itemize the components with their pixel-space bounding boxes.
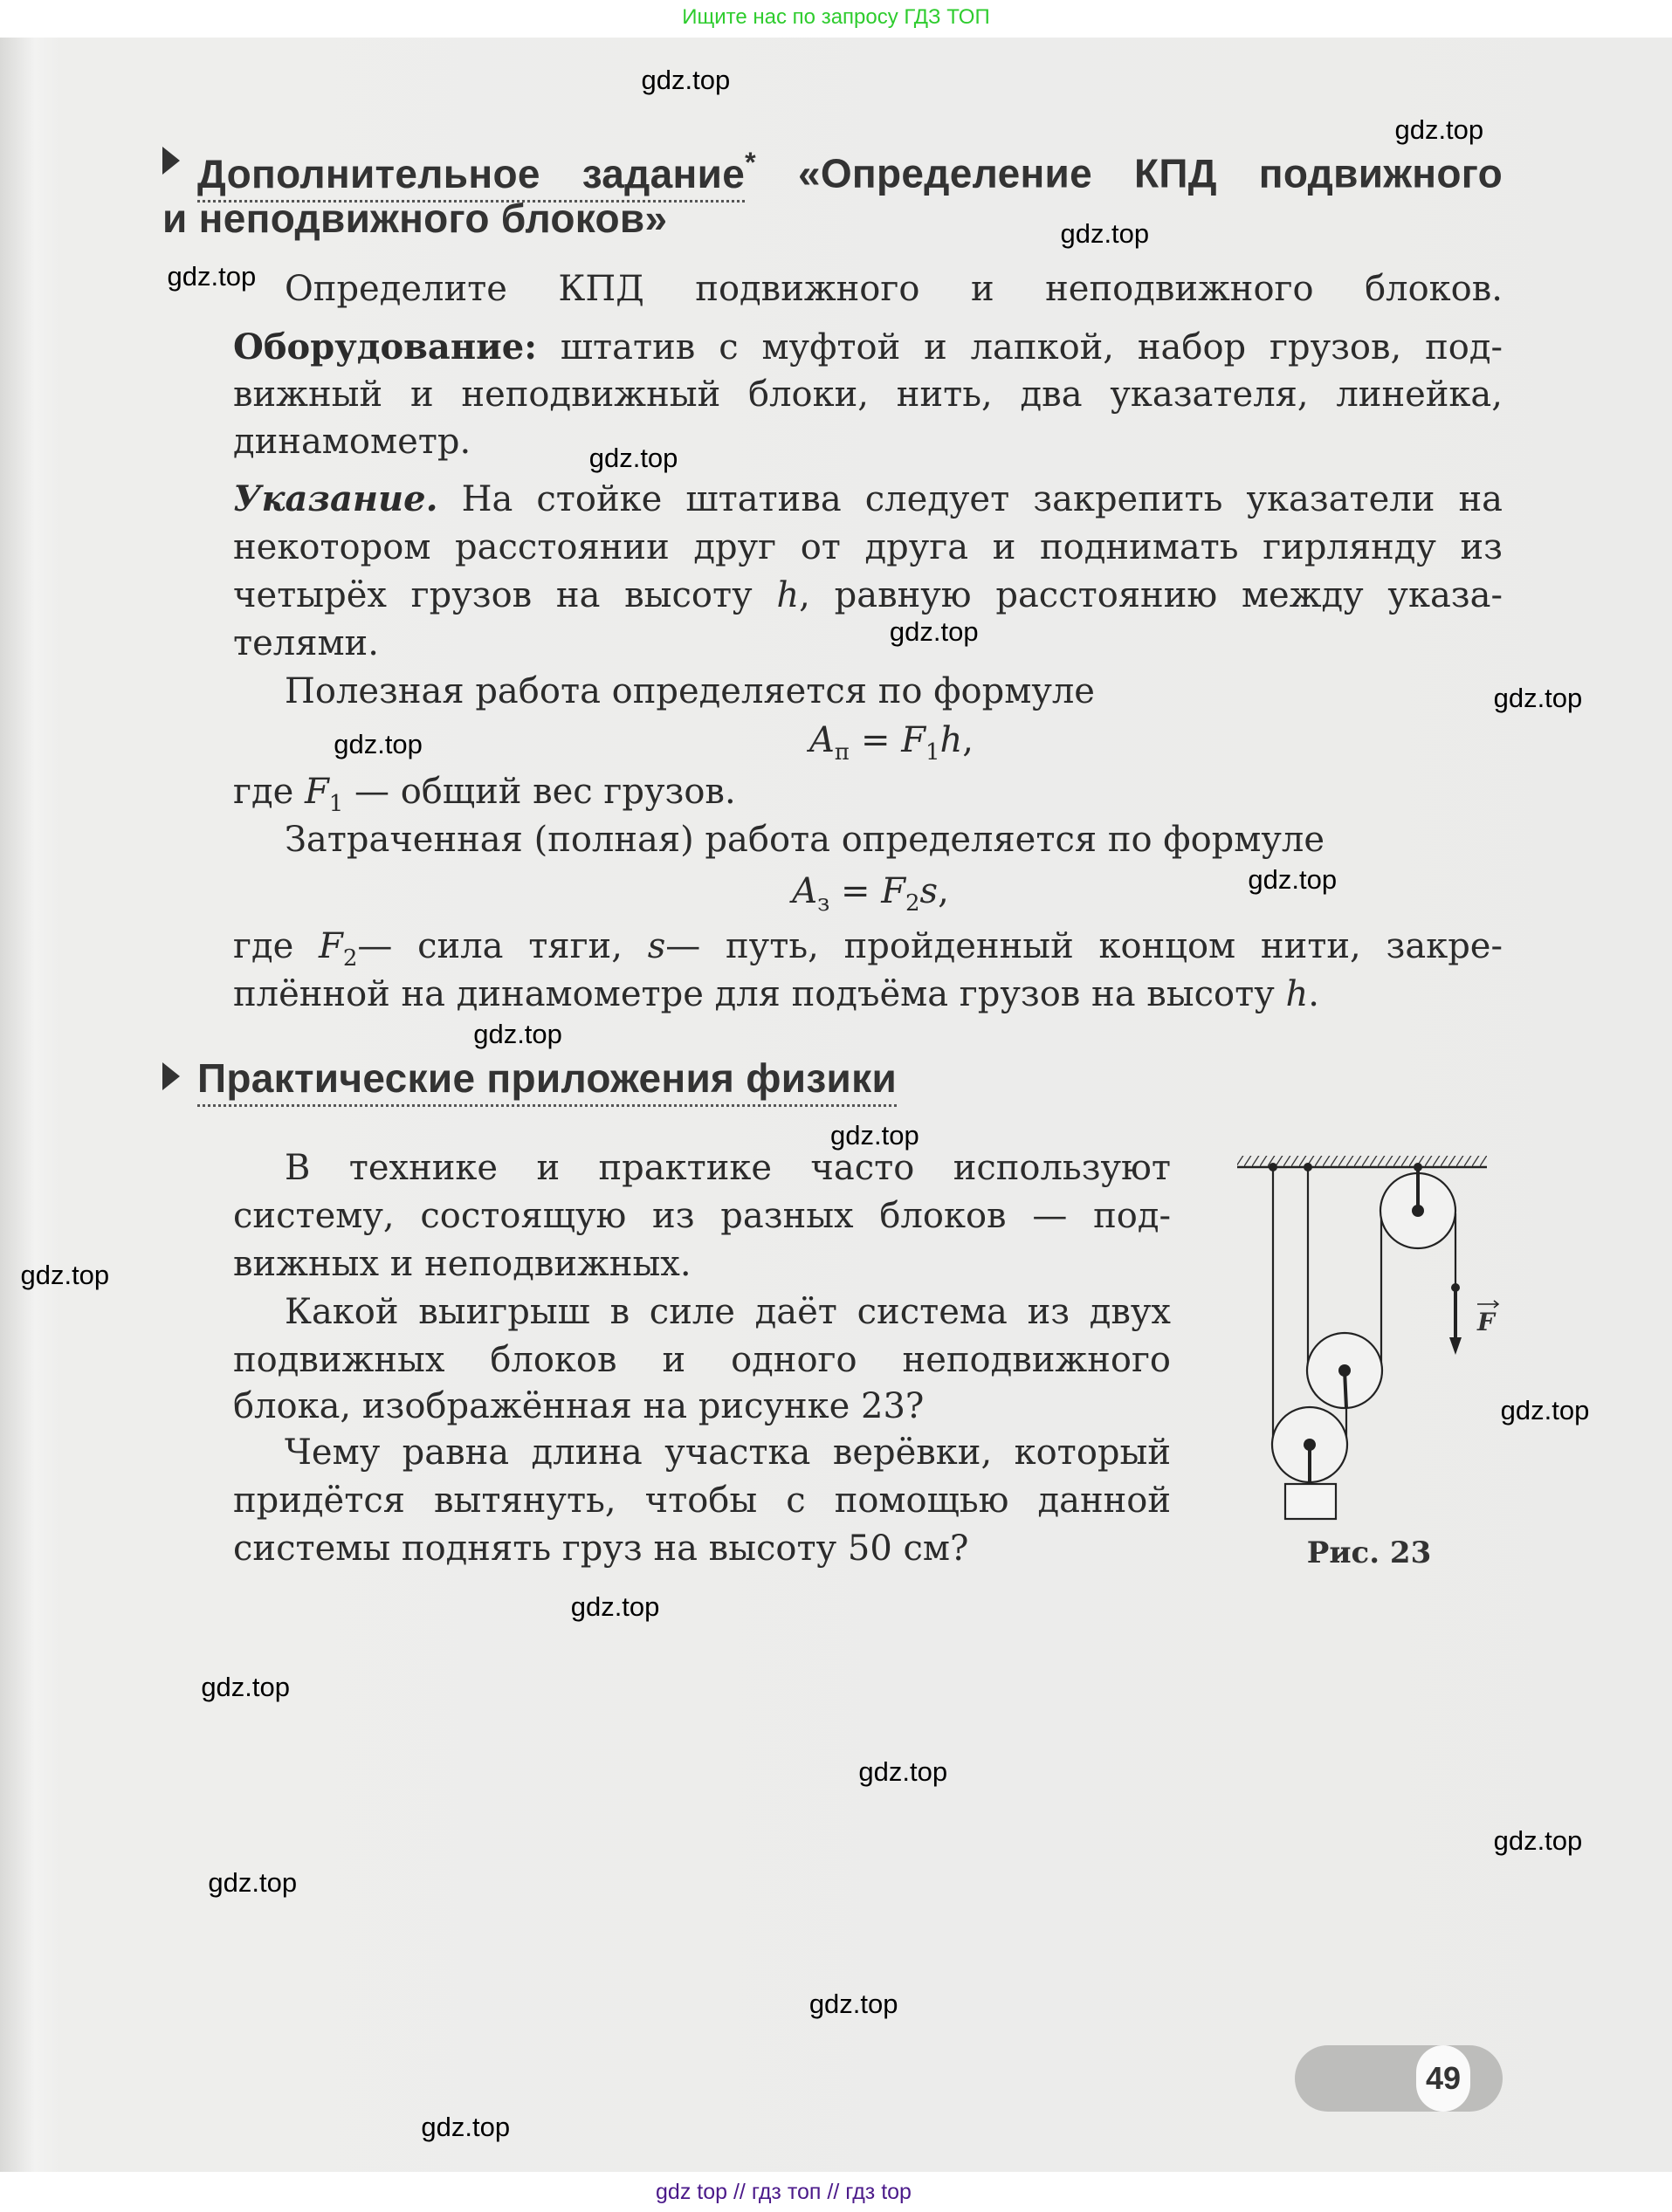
- body-line: [233, 420, 471, 464]
- watermark-text: gdz.top: [1493, 1824, 1583, 1856]
- text-segment: где: [233, 926, 320, 966]
- text-segment: Полезная работа определяется по формуле: [285, 671, 1095, 711]
- watermark-text: gdz.top: [889, 615, 979, 647]
- text-segment: — общий вес грузов.: [343, 772, 736, 812]
- text-segment: некотором расстоянии друг от друга и поднимать гирлянду из: [233, 527, 1503, 567]
- text-segment: вижный и неподвижный блоки, нить, два указателя, линейка,: [233, 374, 1503, 415]
- section-marker-icon: [162, 147, 180, 175]
- text-segment: Затраченная (полная) работа определяется по формуле: [285, 820, 1325, 860]
- heading1-line: [197, 141, 1503, 196]
- text-segment: п: [834, 739, 850, 766]
- text-segment: Определите КПД подвижного и неподвижного блоков.: [285, 269, 1503, 309]
- watermark-text: gdz.top: [208, 1867, 298, 1899]
- body-line: [285, 818, 1325, 862]
- watermark-text: gdz.top: [421, 2111, 511, 2142]
- watermark-text: gdz.top: [167, 260, 257, 292]
- body2-line: [233, 1242, 692, 1286]
- text-segment: придётся вытянуть, чтобы с помощью данной: [233, 1480, 1171, 1521]
- text-segment: =: [850, 720, 902, 760]
- text-segment: F: [304, 772, 329, 812]
- watermark-text: gdz.top: [473, 1018, 562, 1049]
- body-line: [233, 326, 1503, 369]
- text-segment: ,: [962, 720, 974, 760]
- text-segment: s: [647, 926, 666, 966]
- watermark-text: gdz.top: [641, 65, 731, 96]
- watermark-text: gdz.top: [334, 729, 423, 760]
- text-segment: В технике и практике часто используют: [285, 1148, 1171, 1188]
- body-line: [285, 670, 1095, 713]
- text-segment: F: [901, 720, 925, 760]
- figure-caption: Рис. 23: [1306, 1535, 1432, 1570]
- text-segment: 1: [925, 739, 940, 766]
- text-segment: , равную расстоянию между указа-: [799, 575, 1503, 615]
- text-segment: телями.: [233, 623, 379, 663]
- text-segment: Практические приложения физики: [197, 1055, 897, 1107]
- watermark-text: gdz.top: [570, 1590, 660, 1622]
- text-segment: h: [939, 720, 963, 760]
- body-line: [609, 869, 1132, 925]
- body2-line: [233, 1194, 1171, 1238]
- body2-line: [233, 1479, 1171, 1522]
- page-number: 49: [1416, 2045, 1470, 2112]
- text-segment: На стойке штатива следует закрепить указатели на: [437, 479, 1503, 519]
- text-segment: Оборудование:: [233, 326, 537, 368]
- body-line: [233, 526, 1503, 569]
- heading2-line: [197, 1056, 897, 1100]
- watermark-text: gdz.top: [858, 1755, 948, 1787]
- body-line: [233, 574, 1503, 617]
- watermark-text: gdz.top: [1248, 864, 1338, 896]
- text-segment: 1: [328, 791, 344, 818]
- force-label: F: [1477, 1308, 1495, 1336]
- body2-line: [285, 1431, 1171, 1474]
- search-banner: [0, 0, 1672, 38]
- text-segment: s: [919, 871, 939, 911]
- body2-line: [233, 1338, 1171, 1382]
- text-segment: A: [809, 720, 835, 760]
- body2-line: [233, 1384, 924, 1428]
- text-segment: h: [776, 575, 800, 615]
- text-segment: =: [829, 871, 882, 911]
- footer-text: gdz top // гдз топ // гдз top: [656, 2180, 912, 2204]
- body-line: [630, 718, 1153, 774]
- body-line: [233, 972, 1319, 1016]
- text-segment: систему, состоящую из разных блоков — под-: [233, 1196, 1171, 1236]
- force-arrow: [1454, 1288, 1457, 1340]
- body-line: [233, 373, 1503, 416]
- text-segment: вижных и неподвижных.: [233, 1244, 692, 1284]
- text-segment: подвижных блоков и одного неподвижного: [233, 1340, 1171, 1380]
- heading1-line: [162, 196, 667, 240]
- text-segment: «Определение КПД подвижного: [755, 150, 1503, 196]
- body2-line: [285, 1290, 1171, 1334]
- watermark-text: gdz.top: [20, 1259, 110, 1290]
- text-segment: 2: [342, 945, 358, 972]
- text-segment: ,: [938, 871, 949, 911]
- text-segment: четырёх грузов на высоту: [233, 575, 777, 615]
- watermark-text: gdz.top: [1394, 113, 1484, 145]
- text-segment: F: [319, 926, 343, 966]
- text-segment: Дополнительное задание: [197, 151, 745, 203]
- text-segment: 2: [905, 890, 920, 917]
- body-line: [233, 477, 1503, 521]
- body-line: [233, 622, 379, 665]
- text-segment: динамометр.: [233, 422, 471, 462]
- banner-text: Ищите нас по запросу ГДЗ ТОП: [682, 5, 990, 29]
- body2-line: [285, 1146, 1171, 1190]
- watermark-text: gdz.top: [1060, 218, 1150, 250]
- footer: [0, 2172, 1672, 2212]
- watermark-text: gdz.top: [830, 1119, 919, 1151]
- load-box: [1285, 1484, 1336, 1519]
- watermark-text: gdz.top: [201, 1671, 291, 1702]
- text-segment: штатив с муфтой и лапкой, набор грузов, под-: [537, 327, 1503, 368]
- text-segment: где: [233, 772, 305, 812]
- text-segment: *: [745, 147, 756, 178]
- text-segment: Указание.: [233, 478, 438, 519]
- text-segment: F: [881, 871, 905, 911]
- body2-line: [233, 1527, 968, 1570]
- text-segment: h: [1285, 974, 1309, 1014]
- text-segment: — сила тяги,: [357, 926, 648, 966]
- watermark-text: gdz.top: [588, 443, 678, 474]
- section-marker-icon: [162, 1062, 180, 1090]
- text-segment: плённой на динамометре для подъёма грузов на высоту: [233, 974, 1286, 1014]
- text-segment: Чему равна длина участка верёвки, который: [285, 1432, 1171, 1473]
- text-segment: — путь, пройденный концом нити, закре-: [665, 926, 1503, 966]
- watermark-text: gdz.top: [1493, 682, 1583, 713]
- text-segment: блока, изображённая на рисунке 23?: [233, 1386, 925, 1426]
- text-segment: Какой выигрыш в силе даёт система из двух: [285, 1292, 1171, 1332]
- text-segment: системы поднять груз на высоту 50 см?: [233, 1528, 969, 1569]
- watermark-text: gdz.top: [1500, 1395, 1590, 1425]
- text-segment: .: [1308, 974, 1319, 1014]
- watermark-text: gdz.top: [808, 1989, 898, 2020]
- page-number-badge: [1295, 2045, 1503, 2112]
- body-line: [285, 267, 1503, 311]
- text-segment: A: [792, 871, 818, 911]
- text-segment: з: [817, 890, 830, 917]
- text-segment: и неподвижного блоков»: [162, 196, 668, 241]
